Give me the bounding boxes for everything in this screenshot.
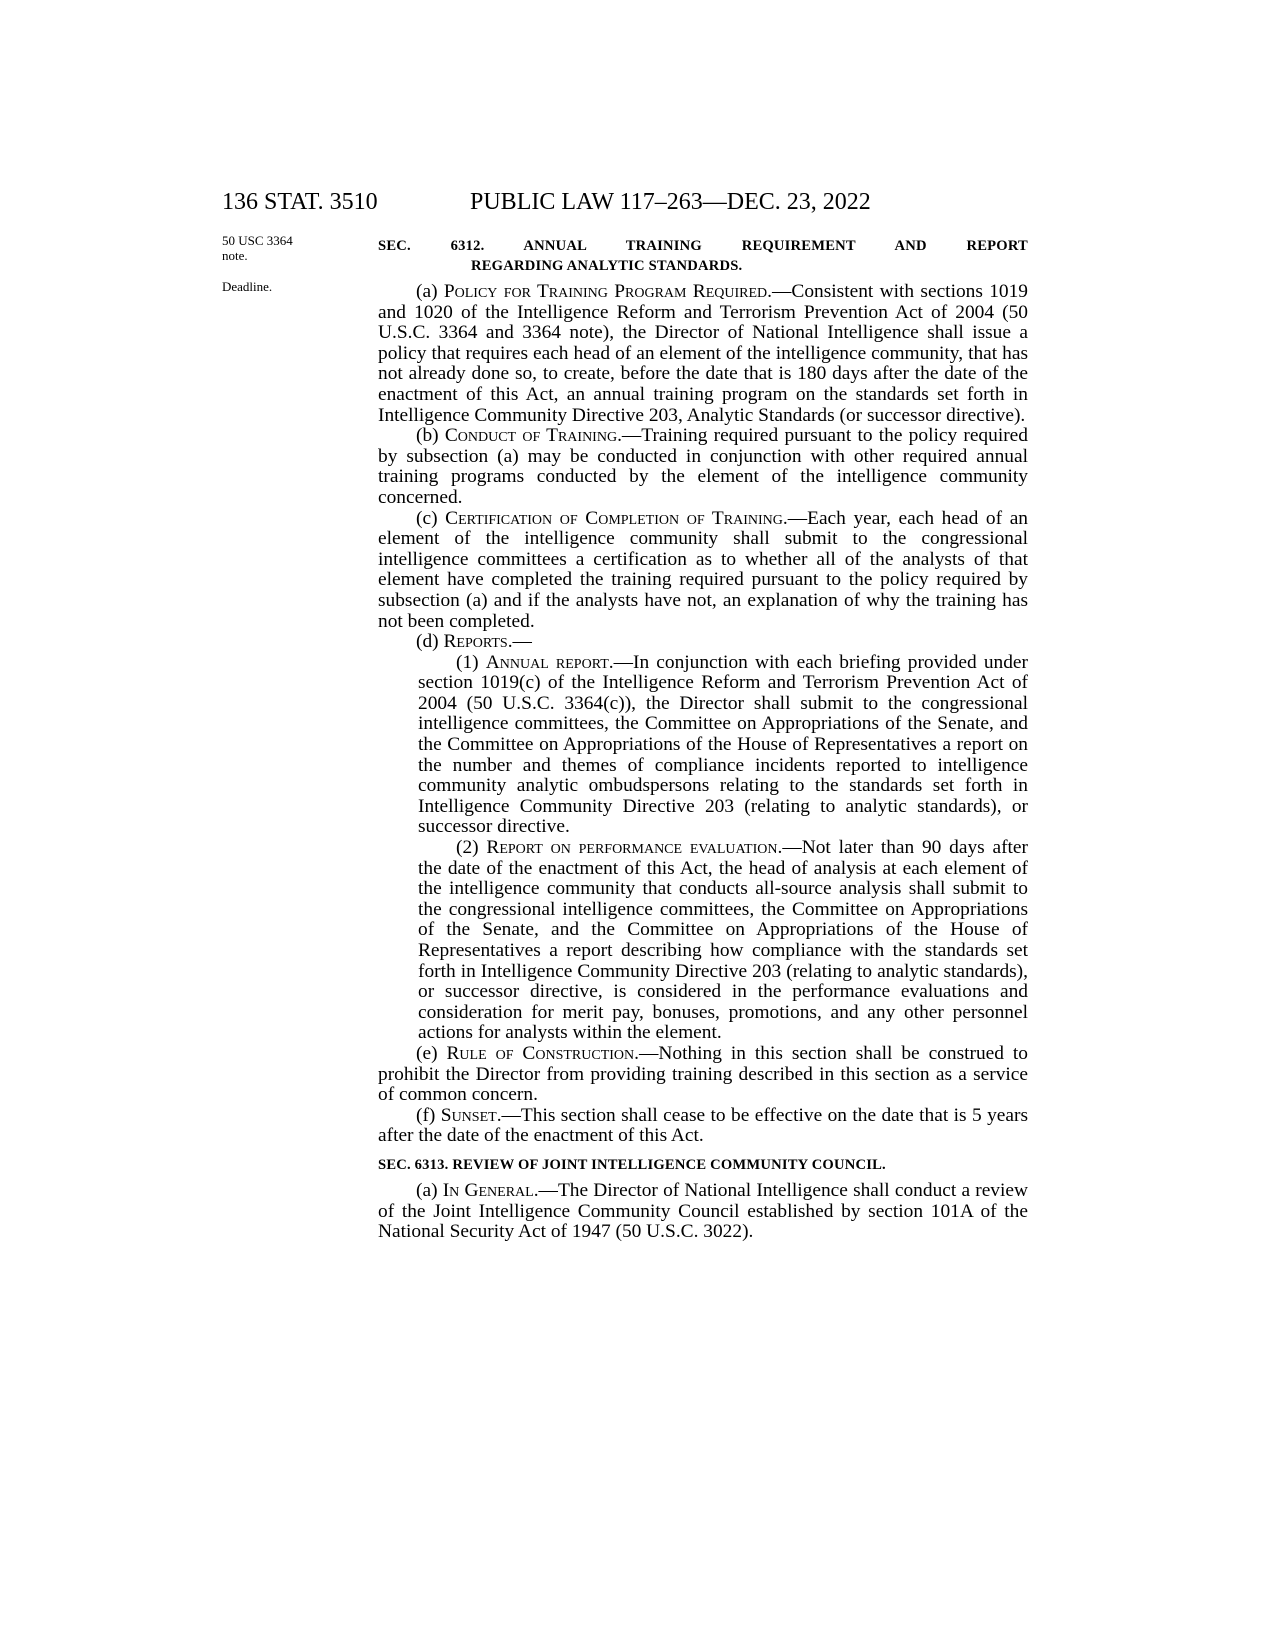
running-header: PUBLIC LAW 117–263—DEC. 23, 2022	[470, 189, 871, 215]
section-6313-a-label: (a)	[416, 1179, 443, 1201]
subsection-b-label: (b)	[416, 425, 445, 447]
subsection-d-title: Reports	[443, 631, 508, 653]
subsection-c-label: (c)	[416, 507, 446, 529]
paragraph-d1-text: .—In conjunction with each briefing provided under section 1019(c) of the Intelligence Reform and Terrorism Prevention Act of 2004 (50 U.S.C. 3364(c)), the Director shall submit to the congressional intelligence committees, the Committee on Appropriations of the Senate, and the Committee on Appropriations of the House of Representatives a report on the number and themes of compliance incidents reported to intelligence community analytic ombudspersons relating to the standards set forth in Intelligence Community Directive 203 (relating to analytic standards), or successor directive.	[418, 651, 1028, 838]
subsection-e-text: .—Nothing in this section shall be construed to prohibit the Director from providing training described in this section as a service of common concern.	[378, 1042, 1028, 1106]
subsection-a	[378, 282, 1028, 426]
section-6313-a-text: .—The Director of National Intelligence shall conduct a review of the Joint Intelligence Community Council established by section 101A of the National Security Act of 1947 (50 U.S.C. 3022).	[378, 1179, 1029, 1243]
subsection-f-text: .—This section shall cease to be effective on the date that is 5 years after the date of the enactment of this Act.	[378, 1104, 1028, 1147]
paragraph-d2	[378, 838, 1028, 1044]
section-6313-a-title: In General	[442, 1179, 534, 1201]
subsection-c-title: Certification of Completion of Training	[445, 507, 783, 529]
margin-note-deadline: Deadline.	[222, 279, 273, 294]
subsection-e	[378, 1044, 1028, 1106]
margin-note-usc: 50 USC 3364 note.	[222, 233, 293, 263]
subsection-e-title: Rule of Construction	[446, 1042, 635, 1064]
subsection-f	[378, 1106, 1028, 1147]
subsection-d-label: (d)	[416, 631, 444, 653]
section-6313-subsection-a	[378, 1181, 1028, 1243]
subsection-d-text: .—	[507, 631, 532, 653]
paragraph-d2-label: (2)	[456, 837, 487, 859]
subsection-f-title: Sunset	[440, 1104, 497, 1126]
subsection-d	[378, 632, 1028, 653]
paragraph-d1	[378, 653, 1028, 838]
subsection-e-label: (e)	[416, 1042, 447, 1064]
subsection-c-text: .—Each year, each head of an element of the intelligence community shall submit to the congressional intelligence committees a certification as to whether all of the analysts of that element have completed the training required pursuant to the policy required by subsection (a) and if the analysts have not, an explanation of why the training has not been completed.	[378, 507, 1028, 632]
document-body	[378, 236, 1028, 1243]
section-6312-heading-line2: REGARDING ANALYTIC STANDARDS.	[471, 258, 743, 274]
paragraph-d1-title: Annual report	[485, 651, 609, 673]
section-6312-heading-line1: SEC. 6312. ANNUAL TRAINING REQUIREMENT AND REPORT	[378, 238, 1028, 254]
subsection-b-text: .—Training required pursuant to the policy required by subsection (a) may be conducted in conjunction with other required annual training programs conducted by the element of the intelligence community concerned.	[378, 425, 1028, 508]
subsection-f-label: (f)	[416, 1104, 441, 1126]
subsection-a-text: .—Consistent with sections 1019 and 1020 of the Intelligence Reform and Terrorism Prevention Act of 2004 (50 U.S.C. 3364 and 3364 note), the Director of National Intelligence shall issue a policy that requires each head of an element of the intelligence community, that has not already done so, to create, before the date that is 180 days after the date of the enactment of this Act, an annual training program on the standards set forth in Intelligence Community Directive 203, Analytic Standards (or successor directive).	[378, 281, 1028, 426]
subsection-a-label: (a)	[416, 281, 444, 302]
subsection-c	[378, 509, 1028, 633]
section-6313-heading: SEC. 6313. REVIEW OF JOINT INTELLIGENCE COMMUNITY COUNCIL.	[378, 1156, 886, 1173]
subsection-a-title: Policy for Training Program Required	[443, 281, 768, 302]
paragraph-d1-label: (1)	[456, 651, 486, 673]
page-stat-number: 136 STAT. 3510	[222, 189, 378, 215]
subsection-b-title: Conduct of Training	[444, 425, 618, 447]
paragraph-d2-text: .—Not later than 90 days after the date of the enactment of this Act, the head of analysis at each element of the intelligence community that conducts all-source analysis shall submit to the congressional intelligence committees, the Committee on Appropriations of the Senate, and the Committee on Appropriations of the House of Representatives a report describing how compliance with the standards set forth in Intelligence Community Directive 203 (relating to analytic standards), or successor directive, is considered in the performance evaluations and consideration for merit pay, bonuses, promotions, and any other personnel actions for analysts within the element.	[418, 837, 1028, 1044]
paragraph-d2-title: Report on performance evaluation	[486, 837, 778, 859]
subsection-b	[378, 426, 1028, 508]
